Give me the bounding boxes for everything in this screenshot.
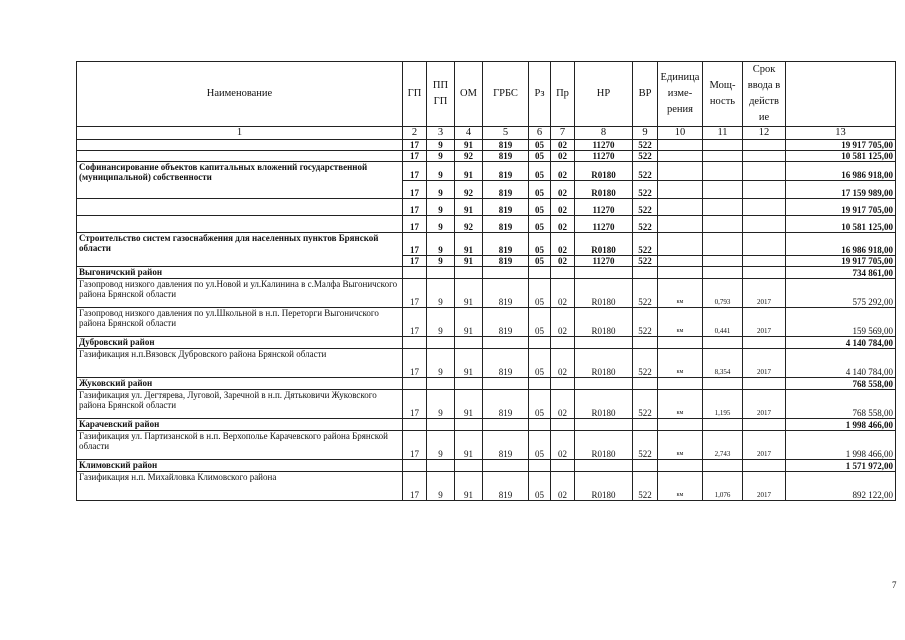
grbs-cell: 819 <box>483 216 529 233</box>
pr-cell: 02 <box>551 140 575 151</box>
rz-cell: 05 <box>529 279 551 308</box>
vr-cell: 522 <box>633 390 658 419</box>
rz-cell: 05 <box>529 431 551 460</box>
table-body <box>77 140 896 501</box>
sum-cell: 768 558,00 <box>786 378 896 390</box>
nr-cell: 11270 <box>575 216 633 233</box>
rz-cell <box>529 460 551 472</box>
year-cell <box>743 140 786 151</box>
sum-cell: 575 292,00 <box>786 279 896 308</box>
table-row <box>77 472 896 501</box>
grbs-cell: 819 <box>483 151 529 162</box>
header-unit: Единица изме-рения <box>658 62 703 127</box>
power-cell <box>703 460 743 472</box>
power-cell <box>703 140 743 151</box>
year-cell <box>743 267 786 279</box>
gp-cell: 17 <box>403 162 427 181</box>
nr-cell: 11270 <box>575 256 633 267</box>
vr-cell: 522 <box>633 349 658 378</box>
power-cell <box>703 256 743 267</box>
rz-cell: 05 <box>529 162 551 181</box>
vr-cell: 522 <box>633 279 658 308</box>
vr-cell <box>633 460 658 472</box>
year-cell <box>743 151 786 162</box>
pr-cell <box>551 378 575 390</box>
sum-cell: 10 581 125,00 <box>786 151 896 162</box>
rz-cell: 05 <box>529 140 551 151</box>
pr-cell <box>551 460 575 472</box>
grbs-cell <box>483 337 529 349</box>
year-cell <box>743 162 786 181</box>
header-sum <box>786 62 896 127</box>
vr-cell: 522 <box>633 140 658 151</box>
column-number: 9 <box>633 127 658 140</box>
unit-cell <box>658 233 703 256</box>
rz-cell: 05 <box>529 472 551 501</box>
sum-cell: 10 581 125,00 <box>786 216 896 233</box>
power-cell <box>703 199 743 216</box>
row-name: Жуковский район <box>77 378 403 390</box>
power-cell: 1,195 <box>703 390 743 419</box>
unit-cell <box>658 460 703 472</box>
unit-cell <box>658 419 703 431</box>
sum-cell: 734 861,00 <box>786 267 896 279</box>
nr-cell: R0180 <box>575 472 633 501</box>
vr-cell: 522 <box>633 256 658 267</box>
row-name: Газификация ул. Дегтярева, Луговой, Заречной в н.п. Дятьковичи Жуковского района Брянской области <box>77 390 403 419</box>
column-number: 13 <box>786 127 896 140</box>
pr-cell: 02 <box>551 162 575 181</box>
unit-cell <box>658 216 703 233</box>
power-cell <box>703 233 743 256</box>
om-cell: 91 <box>455 279 483 308</box>
nr-cell: 11270 <box>575 199 633 216</box>
unit-cell <box>658 378 703 390</box>
unit-cell <box>658 199 703 216</box>
om-cell <box>455 337 483 349</box>
table-row <box>77 460 896 472</box>
om-cell: 91 <box>455 162 483 181</box>
year-cell <box>743 199 786 216</box>
pp-cell <box>427 267 455 279</box>
rz-cell <box>529 267 551 279</box>
gp-cell: 17 <box>403 233 427 256</box>
unit-cell <box>658 181 703 199</box>
row-name: Газификация н.п.Вязовск Дубровского района Брянской области <box>77 349 403 378</box>
year-cell: 2017 <box>743 431 786 460</box>
row-name: Газопровод низкого давления по ул.Школьной в н.п. Переторги Выгоничского района Брянской области <box>77 308 403 337</box>
pp-cell: 9 <box>427 256 455 267</box>
rz-cell <box>529 337 551 349</box>
table-row <box>77 151 896 162</box>
header-row <box>77 62 896 127</box>
pr-cell <box>551 337 575 349</box>
sum-cell: 1 998 466,00 <box>786 419 896 431</box>
gp-cell: 17 <box>403 431 427 460</box>
nr-cell: R0180 <box>575 181 633 199</box>
om-cell: 91 <box>455 256 483 267</box>
vr-cell: 522 <box>633 199 658 216</box>
pr-cell <box>551 267 575 279</box>
unit-cell: км <box>658 390 703 419</box>
sum-cell: 1 998 466,00 <box>786 431 896 460</box>
grbs-cell: 819 <box>483 162 529 181</box>
pp-cell <box>427 378 455 390</box>
sum-cell: 159 569,00 <box>786 308 896 337</box>
unit-cell: км <box>658 431 703 460</box>
pp-cell: 9 <box>427 181 455 199</box>
sum-cell: 1 571 972,00 <box>786 460 896 472</box>
grbs-cell: 819 <box>483 390 529 419</box>
table-row <box>77 337 896 349</box>
power-cell: 8,354 <box>703 349 743 378</box>
pp-cell: 9 <box>427 199 455 216</box>
row-name: Строительство систем газоснабжения для населенных пунктов Брянской области <box>77 233 403 267</box>
rz-cell: 05 <box>529 151 551 162</box>
gp-cell <box>403 267 427 279</box>
grbs-cell: 819 <box>483 181 529 199</box>
pp-cell: 9 <box>427 216 455 233</box>
sum-cell: 4 140 784,00 <box>786 349 896 378</box>
pr-cell: 02 <box>551 279 575 308</box>
column-number: 11 <box>703 127 743 140</box>
year-cell: 2017 <box>743 349 786 378</box>
unit-cell: км <box>658 472 703 501</box>
column-number: 4 <box>455 127 483 140</box>
header-pr: Пр <box>551 62 575 127</box>
power-cell: 1,076 <box>703 472 743 501</box>
pp-cell: 9 <box>427 233 455 256</box>
nr-cell: R0180 <box>575 162 633 181</box>
gp-cell <box>403 337 427 349</box>
sum-cell: 892 122,00 <box>786 472 896 501</box>
header-rz: Рз <box>529 62 551 127</box>
pr-cell: 02 <box>551 233 575 256</box>
sum-cell: 19 917 705,00 <box>786 140 896 151</box>
year-cell: 2017 <box>743 472 786 501</box>
grbs-cell <box>483 460 529 472</box>
sum-cell: 19 917 705,00 <box>786 199 896 216</box>
gp-cell <box>403 460 427 472</box>
power-cell: 0,793 <box>703 279 743 308</box>
pp-cell: 9 <box>427 151 455 162</box>
nr-cell: R0180 <box>575 308 633 337</box>
column-number: 5 <box>483 127 529 140</box>
table-row <box>77 279 896 308</box>
power-cell <box>703 151 743 162</box>
header-om: ОМ <box>455 62 483 127</box>
nr-cell: R0180 <box>575 431 633 460</box>
vr-cell <box>633 267 658 279</box>
table-row <box>77 267 896 279</box>
pr-cell: 02 <box>551 431 575 460</box>
pp-cell <box>427 460 455 472</box>
header-gp: ГП <box>403 62 427 127</box>
power-cell: 0,441 <box>703 308 743 337</box>
gp-cell: 17 <box>403 181 427 199</box>
pp-cell: 9 <box>427 140 455 151</box>
column-number: 10 <box>658 127 703 140</box>
row-name <box>77 216 403 233</box>
nr-cell <box>575 337 633 349</box>
unit-cell <box>658 267 703 279</box>
column-number: 7 <box>551 127 575 140</box>
vr-cell: 522 <box>633 431 658 460</box>
grbs-cell <box>483 378 529 390</box>
table-row <box>77 378 896 390</box>
row-name <box>77 151 403 162</box>
grbs-cell: 819 <box>483 349 529 378</box>
table-row <box>77 308 896 337</box>
power-cell <box>703 419 743 431</box>
gp-cell: 17 <box>403 308 427 337</box>
table-row <box>77 216 896 233</box>
nr-cell <box>575 460 633 472</box>
rz-cell: 05 <box>529 233 551 256</box>
om-cell: 91 <box>455 308 483 337</box>
pr-cell <box>551 419 575 431</box>
row-name: Софинансирование объектов капитальных вложений государственной (муниципальной) собственности <box>77 162 403 199</box>
rz-cell: 05 <box>529 308 551 337</box>
nr-cell: 11270 <box>575 140 633 151</box>
gp-cell <box>403 378 427 390</box>
unit-cell: км <box>658 279 703 308</box>
row-name: Газификация н.п. Михайловка Климовского района <box>77 472 403 501</box>
year-cell <box>743 256 786 267</box>
grbs-cell: 819 <box>483 279 529 308</box>
header-grbs: ГРБС <box>483 62 529 127</box>
om-cell <box>455 460 483 472</box>
om-cell <box>455 419 483 431</box>
pp-cell: 9 <box>427 390 455 419</box>
om-cell <box>455 267 483 279</box>
grbs-cell: 819 <box>483 308 529 337</box>
pr-cell: 02 <box>551 181 575 199</box>
gp-cell: 17 <box>403 390 427 419</box>
nr-cell: R0180 <box>575 233 633 256</box>
nr-cell <box>575 267 633 279</box>
pp-cell: 9 <box>427 279 455 308</box>
pp-cell: 9 <box>427 162 455 181</box>
unit-cell: км <box>658 349 703 378</box>
year-cell: 2017 <box>743 390 786 419</box>
grbs-cell: 819 <box>483 140 529 151</box>
rz-cell: 05 <box>529 216 551 233</box>
om-cell: 91 <box>455 233 483 256</box>
rz-cell: 05 <box>529 199 551 216</box>
unit-cell <box>658 151 703 162</box>
header-vr: ВР <box>633 62 658 127</box>
sum-cell: 19 917 705,00 <box>786 256 896 267</box>
unit-cell <box>658 256 703 267</box>
om-cell: 91 <box>455 390 483 419</box>
grbs-cell: 819 <box>483 233 529 256</box>
gp-cell: 17 <box>403 256 427 267</box>
column-numbers-row <box>77 127 896 140</box>
table-row <box>77 199 896 216</box>
table-row <box>77 233 896 256</box>
year-cell <box>743 337 786 349</box>
vr-cell: 522 <box>633 472 658 501</box>
om-cell: 91 <box>455 431 483 460</box>
vr-cell <box>633 419 658 431</box>
gp-cell: 17 <box>403 216 427 233</box>
om-cell: 92 <box>455 181 483 199</box>
row-name <box>77 199 403 216</box>
gp-cell: 17 <box>403 199 427 216</box>
header-name: Наименование <box>77 62 403 127</box>
table-row <box>77 140 896 151</box>
rz-cell: 05 <box>529 181 551 199</box>
unit-cell <box>658 162 703 181</box>
vr-cell: 522 <box>633 308 658 337</box>
pr-cell: 02 <box>551 199 575 216</box>
pr-cell: 02 <box>551 216 575 233</box>
row-name: Дубровский район <box>77 337 403 349</box>
vr-cell: 522 <box>633 233 658 256</box>
rz-cell <box>529 378 551 390</box>
pp-cell: 9 <box>427 308 455 337</box>
vr-cell: 522 <box>633 162 658 181</box>
table-row <box>77 431 896 460</box>
pp-cell <box>427 337 455 349</box>
pp-cell: 9 <box>427 349 455 378</box>
sum-cell: 4 140 784,00 <box>786 337 896 349</box>
column-number: 1 <box>77 127 403 140</box>
gp-cell: 17 <box>403 349 427 378</box>
unit-cell: км <box>658 308 703 337</box>
power-cell <box>703 267 743 279</box>
power-cell <box>703 337 743 349</box>
year-cell <box>743 378 786 390</box>
row-name: Газопровод низкого давления по ул.Новой и ул.Калинина в с.Малфа Выгоничского района Брянской области <box>77 279 403 308</box>
row-name <box>77 140 403 151</box>
grbs-cell: 819 <box>483 472 529 501</box>
grbs-cell: 819 <box>483 256 529 267</box>
table-row <box>77 419 896 431</box>
om-cell: 92 <box>455 216 483 233</box>
vr-cell: 522 <box>633 181 658 199</box>
gp-cell <box>403 419 427 431</box>
row-name: Выгоничский район <box>77 267 403 279</box>
gp-cell: 17 <box>403 151 427 162</box>
sum-cell: 768 558,00 <box>786 390 896 419</box>
row-name: Климовский район <box>77 460 403 472</box>
vr-cell: 522 <box>633 151 658 162</box>
rz-cell: 05 <box>529 256 551 267</box>
header-ppgp: ПП ГП <box>427 62 455 127</box>
column-number: 8 <box>575 127 633 140</box>
year-cell: 2017 <box>743 279 786 308</box>
column-number: 2 <box>403 127 427 140</box>
sum-cell: 17 159 989,00 <box>786 181 896 199</box>
nr-cell: R0180 <box>575 349 633 378</box>
header-term: Срок ввода в действ ие <box>743 62 786 127</box>
pp-cell: 9 <box>427 431 455 460</box>
year-cell <box>743 216 786 233</box>
year-cell <box>743 460 786 472</box>
grbs-cell <box>483 267 529 279</box>
header-nr: НР <box>575 62 633 127</box>
pp-cell <box>427 419 455 431</box>
vr-cell: 522 <box>633 216 658 233</box>
gp-cell: 17 <box>403 279 427 308</box>
grbs-cell <box>483 419 529 431</box>
sum-cell: 16 986 918,00 <box>786 162 896 181</box>
year-cell <box>743 181 786 199</box>
power-cell <box>703 181 743 199</box>
sum-cell: 16 986 918,00 <box>786 233 896 256</box>
table-row <box>77 162 896 181</box>
rz-cell: 05 <box>529 390 551 419</box>
om-cell: 91 <box>455 349 483 378</box>
budget-table <box>76 61 896 501</box>
gp-cell: 17 <box>403 140 427 151</box>
grbs-cell: 819 <box>483 431 529 460</box>
year-cell: 2017 <box>743 308 786 337</box>
vr-cell <box>633 337 658 349</box>
om-cell <box>455 378 483 390</box>
pr-cell: 02 <box>551 256 575 267</box>
power-cell <box>703 216 743 233</box>
om-cell: 91 <box>455 199 483 216</box>
om-cell: 91 <box>455 472 483 501</box>
gp-cell: 17 <box>403 472 427 501</box>
nr-cell: R0180 <box>575 390 633 419</box>
column-number: 3 <box>427 127 455 140</box>
pr-cell: 02 <box>551 472 575 501</box>
year-cell <box>743 233 786 256</box>
rz-cell: 05 <box>529 349 551 378</box>
vr-cell <box>633 378 658 390</box>
nr-cell <box>575 378 633 390</box>
unit-cell <box>658 140 703 151</box>
power-cell <box>703 162 743 181</box>
om-cell: 92 <box>455 151 483 162</box>
nr-cell <box>575 419 633 431</box>
row-name: Карачевский район <box>77 419 403 431</box>
om-cell: 91 <box>455 140 483 151</box>
table-row <box>77 349 896 378</box>
column-number: 12 <box>743 127 786 140</box>
grbs-cell: 819 <box>483 199 529 216</box>
table-row <box>77 390 896 419</box>
pr-cell: 02 <box>551 308 575 337</box>
header-power: Мощ-ность <box>703 62 743 127</box>
unit-cell <box>658 337 703 349</box>
year-cell <box>743 419 786 431</box>
pr-cell: 02 <box>551 151 575 162</box>
pr-cell: 02 <box>551 349 575 378</box>
nr-cell: R0180 <box>575 279 633 308</box>
power-cell <box>703 378 743 390</box>
pp-cell: 9 <box>427 472 455 501</box>
page-number: 7 <box>892 580 897 590</box>
row-name: Газификация ул. Партизанской в н.п. Верхополье Карачевского района Брянской области <box>77 431 403 460</box>
nr-cell: 11270 <box>575 151 633 162</box>
rz-cell <box>529 419 551 431</box>
column-number: 6 <box>529 127 551 140</box>
pr-cell: 02 <box>551 390 575 419</box>
power-cell: 2,743 <box>703 431 743 460</box>
